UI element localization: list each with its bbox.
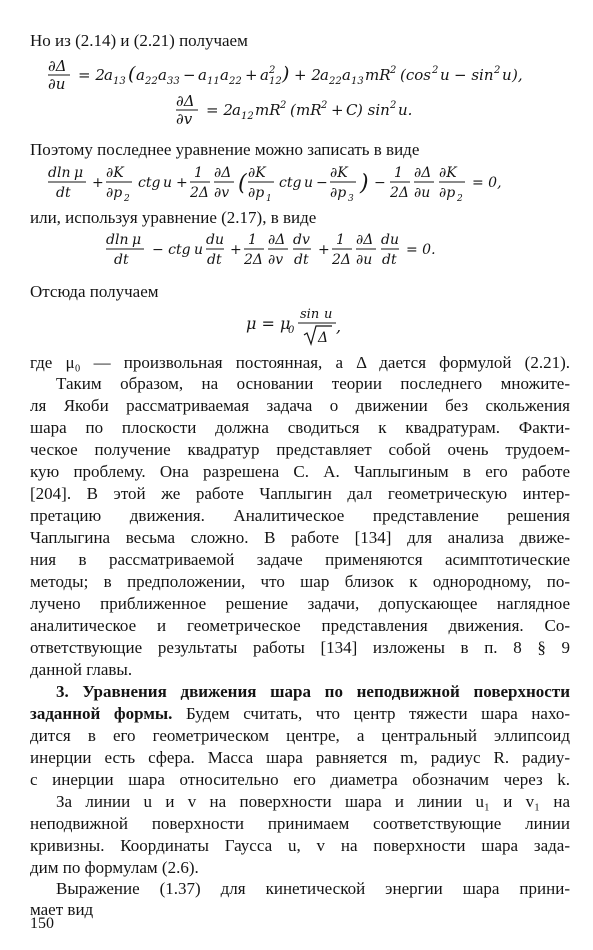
svg-text:1: 1 — [266, 194, 272, 204]
svg-text:u.: u. — [398, 101, 413, 119]
svg-text:∂p: ∂p — [330, 185, 347, 201]
svg-text:− sin: − sin — [454, 66, 494, 84]
svg-text:1: 1 — [248, 232, 257, 248]
svg-text:2: 2 — [321, 100, 328, 111]
svg-text:22: 22 — [145, 76, 158, 87]
paragraph-line: неподвижной поверхности принимаем соответствующие линии — [30, 814, 570, 833]
formula-multiplier-ctg — [106, 230, 506, 279]
svg-text:a: a — [260, 66, 269, 84]
svg-text:u: u — [163, 175, 173, 191]
svg-text:∂K: ∂K — [106, 165, 124, 181]
svg-text:dt: dt — [207, 252, 222, 268]
svg-text:∂u: ∂u — [414, 185, 431, 201]
svg-text:μ: μ — [74, 165, 84, 181]
section-text: Будем считать, что центр тяжести шара нахо- — [172, 704, 570, 723]
svg-text:(: ( — [290, 101, 296, 119]
svg-text:+: + — [318, 242, 330, 258]
svg-text:1: 1 — [394, 165, 403, 181]
svg-text:d: d — [106, 232, 115, 248]
paragraph-line: претацию движения. Аналитическое представление решения — [30, 506, 570, 525]
svg-text:(: ( — [128, 63, 136, 85]
svg-text:− ctg: − ctg — [152, 242, 191, 258]
svg-text:∂K: ∂K — [248, 165, 266, 181]
svg-text:) sin: ) sin — [357, 101, 390, 119]
svg-text:3: 3 — [348, 194, 354, 204]
svg-text:Δ: Δ — [318, 330, 329, 346]
svg-text:2: 2 — [432, 65, 439, 76]
svg-text:1: 1 — [194, 165, 203, 181]
text-line: или, используя уравнение (2.17), в виде — [30, 208, 317, 227]
svg-text:μ = μ: μ = μ — [246, 314, 291, 333]
svg-text:∂K: ∂K — [439, 165, 457, 181]
svg-text:du: du — [206, 232, 224, 248]
svg-text:(cos: (cos — [400, 66, 431, 84]
svg-text:2: 2 — [390, 65, 397, 76]
svg-text:−: − — [316, 175, 328, 191]
formula-multiplier-equation-svg — [48, 163, 568, 205]
svg-text:∂p: ∂p — [248, 185, 265, 201]
svg-text:+ 2: + 2 — [294, 66, 321, 84]
svg-text:+: + — [331, 101, 344, 119]
svg-text:dt: dt — [56, 185, 71, 201]
section-heading-line2 — [30, 703, 570, 725]
svg-text:dt: dt — [294, 252, 309, 268]
paragraph-line: [204]. В этой же работе Чаплыгин дал геометрическую интер- — [30, 484, 570, 503]
svg-text:2Δ: 2Δ — [332, 252, 352, 268]
svg-text:= 0,: = 0, — [472, 175, 502, 191]
section-heading-text: 3. Уравнения движения шара по неподвижной поверхности — [56, 682, 570, 701]
svg-text:2: 2 — [390, 100, 397, 111]
svg-text:1: 1 — [336, 232, 345, 248]
svg-text:a: a — [220, 66, 229, 84]
svg-text:∂p: ∂p — [106, 185, 123, 201]
svg-text:13: 13 — [351, 76, 364, 87]
svg-text:dv: dv — [293, 232, 310, 248]
svg-text:a: a — [104, 66, 113, 84]
paragraph-line: Чаплыгина весьма сложно. В работе [134] для анализа движе- — [30, 528, 570, 547]
svg-text:∂p: ∂p — [439, 185, 456, 201]
paragraph-line: ля Якоби рассматриваемая задача о движении без скольжения — [30, 396, 570, 415]
svg-text:u: u — [440, 66, 450, 84]
svg-text:(: ( — [238, 171, 247, 196]
paragraph-line: мает вид — [30, 900, 94, 919]
svg-text:2: 2 — [280, 100, 287, 111]
text-line: где μ₀ — произвольная постоянная, а Δ дается формулой (2.21). — [30, 353, 570, 372]
svg-text:u: u — [304, 175, 314, 191]
svg-text:22: 22 — [229, 76, 242, 87]
svg-text:dt: dt — [382, 252, 397, 268]
svg-text:∂Δ: ∂Δ — [48, 58, 67, 75]
paragraph-line: с инерции шара относительно его диаметра обозначим через k. — [30, 770, 570, 789]
paragraph-line: шара по плоскости должна сводиться к квадратурам. Факти- — [30, 418, 570, 437]
paragraph-line: аналитическое и геометрическое представления движения. Со- — [30, 616, 570, 635]
paragraph-line: За линии u и v на поверхности шара и линии u₁ и v₁ на — [56, 792, 570, 811]
svg-text:): ) — [282, 63, 290, 85]
svg-text:ctg: ctg — [279, 175, 302, 191]
formula-mu-svg — [246, 302, 356, 350]
svg-text:+: + — [245, 66, 258, 84]
text-line: Но из (2.14) и (2.21) получаем — [30, 31, 248, 50]
svg-text:a: a — [136, 66, 145, 84]
svg-text:),: ), — [512, 66, 523, 84]
svg-text:2Δ: 2Δ — [390, 185, 410, 201]
paragraph-line: ния в рассматриваемой задаче применяются асимптотические — [30, 550, 570, 569]
paragraph-line: ческое получение квадратур представляет собой очень трудоем- — [30, 440, 570, 459]
svg-text:+: + — [176, 175, 188, 191]
svg-text:μ: μ — [132, 232, 142, 248]
formula-d-delta-dv-svg — [176, 93, 426, 127]
svg-text:2: 2 — [269, 65, 276, 76]
svg-text:+: + — [230, 242, 242, 258]
svg-text:12: 12 — [241, 111, 254, 122]
svg-text:∂u: ∂u — [48, 75, 66, 92]
svg-text:a: a — [320, 66, 329, 84]
page-number: 150 — [30, 915, 54, 932]
svg-text:∂Δ: ∂Δ — [214, 165, 232, 181]
svg-text:du: du — [381, 232, 399, 248]
paragraph-line: данной главы. — [30, 660, 133, 679]
svg-text:u: u — [502, 66, 512, 84]
section-heading — [56, 681, 570, 703]
section-heading-text-2: заданной формы. — [30, 704, 173, 723]
paragraph-line: кривизны. Координаты Гаусса u, v на поверхности шара зада- — [30, 836, 570, 855]
paragraph-line: кую проблему. Она разрешена С. А. Чаплыгиным в его работе — [30, 462, 570, 481]
svg-text:2Δ: 2Δ — [244, 252, 264, 268]
svg-text:2: 2 — [494, 65, 501, 76]
paragraph-line: инерции есть сфера. Масса шара равняется m, радиус R. радиу- — [30, 748, 570, 767]
svg-text:u: u — [194, 242, 204, 258]
svg-text:ctg: ctg — [138, 175, 161, 191]
svg-text:a: a — [232, 101, 241, 119]
svg-text:,: , — [336, 317, 342, 336]
svg-text:∂v: ∂v — [268, 252, 284, 268]
svg-text:∂v: ∂v — [214, 185, 230, 201]
svg-text:sin: sin — [300, 307, 320, 322]
svg-text:∂K: ∂K — [330, 165, 348, 181]
svg-text:a: a — [198, 66, 207, 84]
svg-text:= 0.: = 0. — [406, 242, 436, 258]
svg-text:ln: ln — [115, 232, 129, 248]
svg-text:11: 11 — [207, 76, 220, 87]
svg-text:∂Δ: ∂Δ — [268, 232, 286, 248]
paragraph-line: Выражение (1.37) для кинетической энергии шара прини- — [56, 879, 570, 898]
formula-d-delta-du-svg — [48, 58, 558, 92]
paragraph-line: Таким образом, на основании теории последнего множите- — [56, 374, 570, 393]
svg-text:0: 0 — [288, 325, 295, 336]
svg-text:a: a — [342, 66, 351, 84]
svg-text:−: − — [374, 175, 386, 191]
svg-text:∂Δ: ∂Δ — [176, 93, 195, 110]
svg-text:∂Δ: ∂Δ — [356, 232, 374, 248]
paragraph-line: методы; в предположении, что шар близок к однородному, по- — [30, 572, 570, 591]
svg-text:a: a — [158, 66, 167, 84]
svg-text:−: − — [183, 66, 196, 84]
svg-text:22: 22 — [329, 76, 342, 87]
text-line: Поэтому последнее уравнение можно записать в виде — [30, 140, 420, 159]
svg-text:ln: ln — [57, 165, 71, 181]
svg-text:mR: mR — [296, 101, 322, 119]
svg-text:d: d — [48, 165, 57, 181]
svg-text:13: 13 — [113, 76, 126, 87]
svg-text:33: 33 — [167, 76, 180, 87]
svg-text:mR: mR — [255, 101, 281, 119]
formula-multiplier-ctg-svg — [106, 230, 506, 272]
formula-multiplier-equation — [48, 163, 568, 212]
svg-text:∂Δ: ∂Δ — [414, 165, 432, 181]
svg-text:): ) — [360, 171, 369, 196]
formula-mu — [246, 302, 356, 357]
svg-text:u: u — [324, 307, 333, 322]
svg-text:12: 12 — [269, 76, 282, 87]
svg-text:2: 2 — [124, 194, 130, 204]
svg-text:+: + — [92, 175, 104, 191]
svg-text:∂v: ∂v — [176, 110, 193, 127]
svg-text:mR: mR — [365, 66, 391, 84]
paragraph-line: ответствующие результаты работы [134] изложены в п. 8 § 9 — [30, 638, 570, 657]
paragraph-line: дим по формулам (2.6). — [30, 858, 199, 877]
svg-text:C: C — [346, 101, 358, 119]
svg-text:2Δ: 2Δ — [190, 185, 210, 201]
formula-d-delta-dv — [176, 93, 426, 134]
svg-text:dt: dt — [114, 252, 129, 268]
paragraph-line: лучено приближенное решение задачи, допускающее наглядное — [30, 594, 570, 613]
svg-text:= 2: = 2 — [78, 66, 105, 84]
svg-text:= 2: = 2 — [206, 101, 233, 119]
svg-text:2: 2 — [457, 194, 463, 204]
text-line: Отсюда получаем — [30, 282, 159, 301]
svg-text:∂u: ∂u — [356, 252, 373, 268]
paragraph-line: дится в его геометрическом центре, а центральный эллипсоид — [30, 726, 570, 745]
